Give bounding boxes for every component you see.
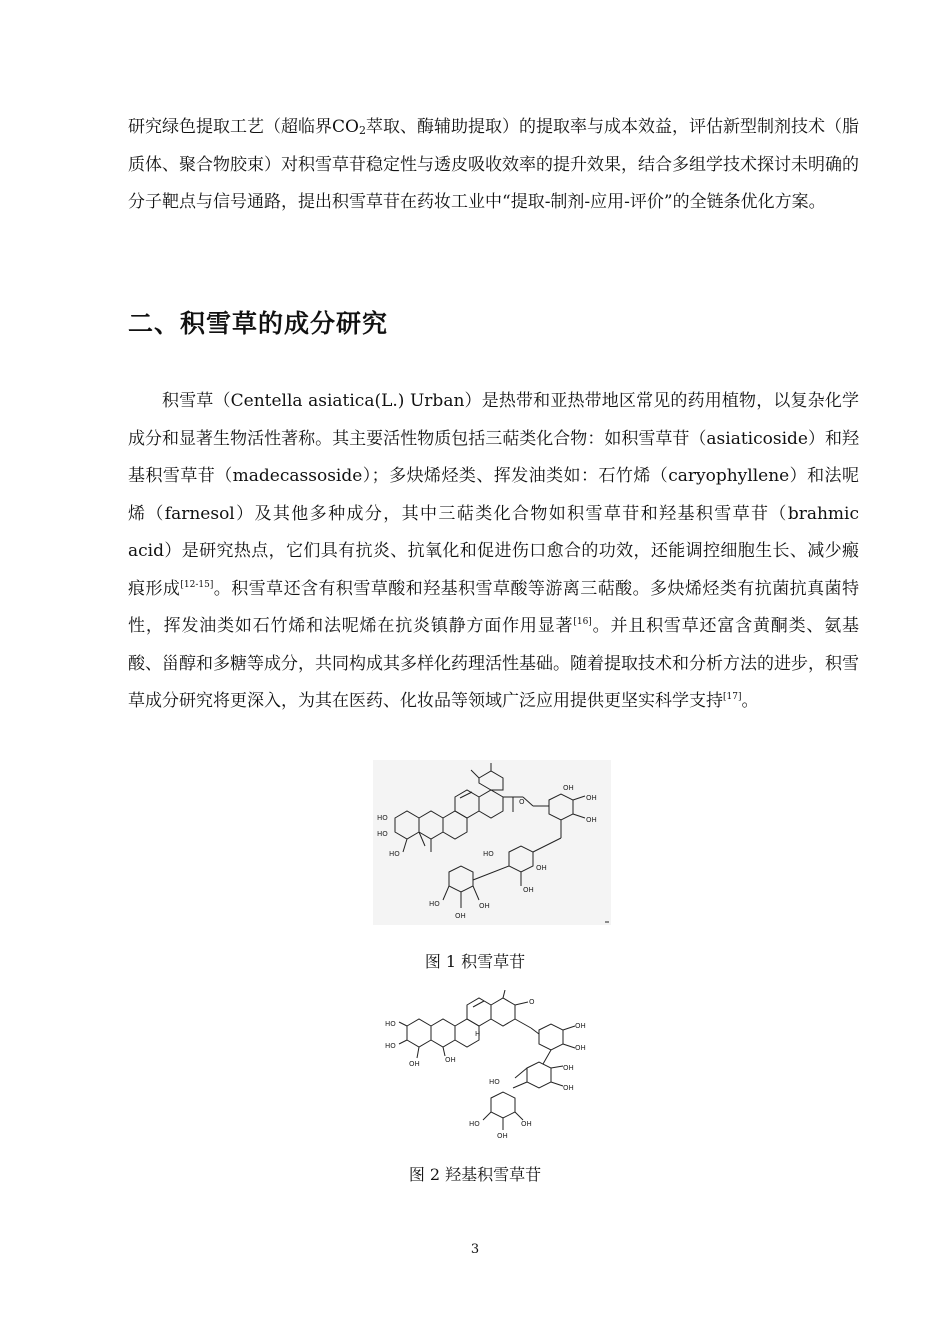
svg-text:OH: OH <box>586 816 597 824</box>
citation: [16] <box>573 617 592 627</box>
page-number: 3 <box>470 1242 480 1257</box>
svg-text:OH: OH <box>455 912 466 920</box>
svg-text:OH: OH <box>523 886 534 894</box>
paragraph-composition: 积雪草（Centella asiatica(L.) Urban）是热带和亚热带地区常见的药用植物，以复杂化学成分和显著生物活性著称。其主要活性物质包括三萜类化合物：如积雪草苷（asiaticoside）和羟基积雪草苷（madecassoside）；多炔烯烃类、挥发油类如：石竹烯（caryophyllene）和法呢烯（farnesol）及其他多种成分，其中三萜类化合物如积雪草苷和羟基积雪草苷（brahmic acid）是研究热点，它们具有抗炎、抗氧化和促进伤口愈合的功效，还能调控细胞生长、减少瘢痕形成[12-15]。积雪草还含有积雪草酸和羟基积雪草酸等游离三萜酸。多炔烯烃类有抗菌抗真菌特性，挥发油类如石竹烯和法呢烯在抗炎镇静方面作用显著[16]。并且积雪草还富含黄酮类、氨基酸、甾醇和多糖等成分，共同构成其多样化药理活性基础。随着提取技术和分析方法的进步，积雪草成分研究将更深入，为其在医药、化妆品等领域广泛应用提供更坚实科学支持[17]。 <box>128 391 860 711</box>
svg-text:HO: HO <box>483 850 494 858</box>
svg-text:H: H <box>475 1030 481 1038</box>
svg-text:HO: HO <box>429 900 440 908</box>
madecassoside-structure-figure <box>383 990 601 1140</box>
svg-text:HO: HO <box>377 830 388 838</box>
svg-text:OH: OH <box>586 794 597 802</box>
svg-text:HO: HO <box>389 850 400 858</box>
svg-text:OH: OH <box>575 1044 586 1052</box>
figure-2-caption: 图 2 羟基积雪草苷 <box>408 1165 542 1184</box>
svg-text:HO: HO <box>385 1020 396 1028</box>
svg-text:OH: OH <box>409 1060 420 1068</box>
svg-text:OH: OH <box>445 1056 456 1064</box>
asiaticoside-structure-figure <box>373 760 611 925</box>
svg-text:OH: OH <box>521 1120 532 1128</box>
svg-text:OH: OH <box>563 1084 574 1092</box>
svg-text:HO: HO <box>469 1120 480 1128</box>
svg-text:HO: HO <box>489 1078 500 1086</box>
svg-text:OH: OH <box>536 864 547 872</box>
svg-text:OH: OH <box>479 902 490 910</box>
section-heading: 二、积雪草的成分研究 <box>128 309 389 338</box>
svg-text:HO: HO <box>377 814 388 822</box>
figure-1-caption: 图 1 积雪草苷 <box>424 952 526 971</box>
svg-text:O: O <box>529 998 535 1006</box>
svg-text:OH: OH <box>575 1022 586 1030</box>
svg-text:OH: OH <box>563 784 574 792</box>
svg-text:OH: OH <box>497 1132 508 1140</box>
citation: [17] <box>723 692 742 702</box>
svg-text:OH: OH <box>563 1064 574 1072</box>
svg-text:O: O <box>519 798 525 806</box>
svg-text:HO: HO <box>385 1042 396 1050</box>
paragraph-intro-continuation: 研究绿色提取工艺（超临界$CO_2$萃取、酶辅助提取）的提取率与成本效益，评估新型制剂技术（脂质体、聚合物胶束）对积雪草苷稳定性与透皮吸收效率的提升效果，结合多组学技术探讨未明确的分子靶点与信号通路，提出积雪草苷在药妆工业中“提取-制剂-应用-评价”的全链条优化方案。 <box>128 117 860 212</box>
citation: [12-15] <box>180 579 214 590</box>
